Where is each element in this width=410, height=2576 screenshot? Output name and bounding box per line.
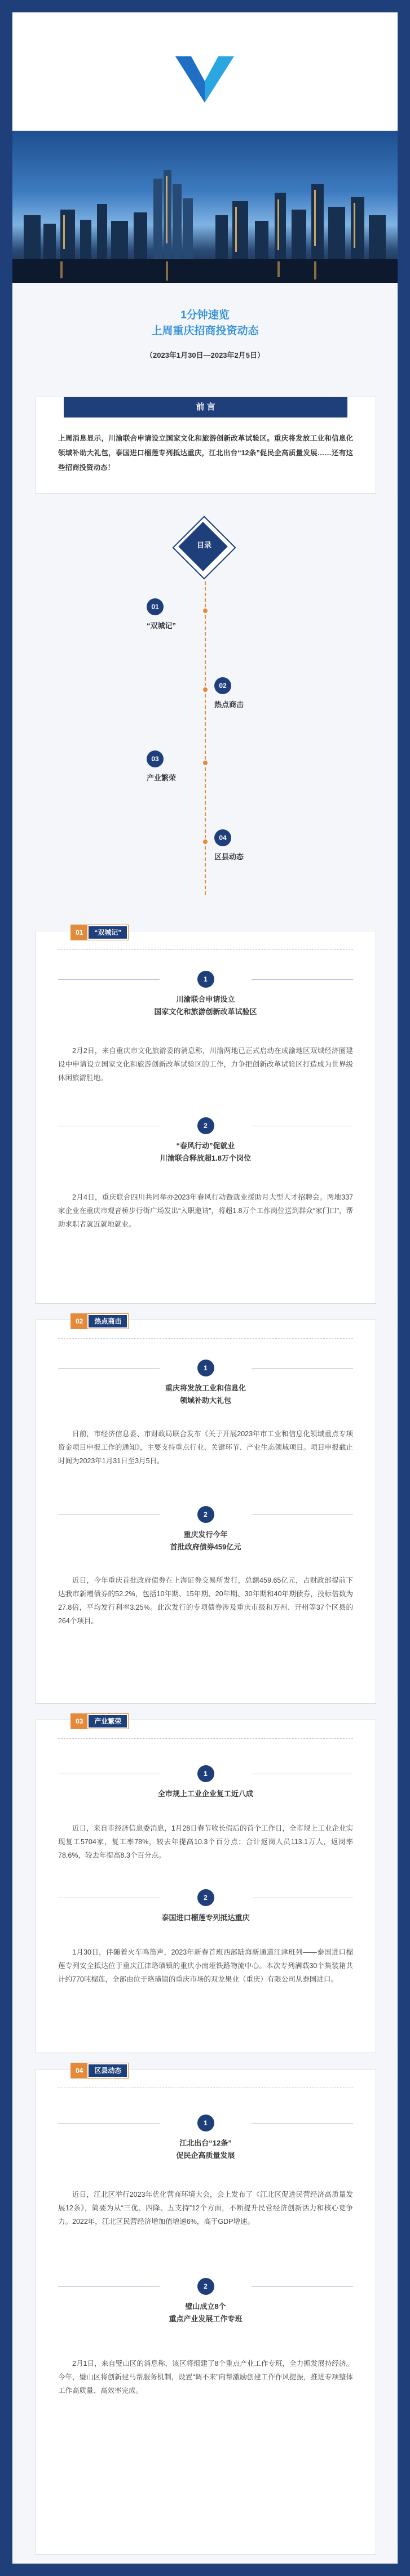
divider: [252, 2123, 353, 2124]
sub-item-header: [36, 2278, 376, 2325]
toc-dot: [203, 687, 208, 692]
sub-item-number: 2: [197, 1506, 214, 1523]
header-logo-area: [12, 12, 398, 131]
divider: [58, 1338, 353, 1339]
section-tag: [70, 2063, 129, 2078]
section-district-news: [35, 2069, 376, 2555]
toc-item-3[interactable]: [147, 750, 176, 783]
toc-item-1[interactable]: [147, 598, 176, 630]
sub-item-header: [36, 1506, 376, 1553]
table-of-contents: [12, 508, 398, 914]
sub-item-title: 泰国进口榴莲专列抵达重庆: [161, 1913, 250, 1922]
section-hot-news: [35, 1317, 376, 1704]
section-tag: [70, 1713, 129, 1729]
sub-item-header: [36, 1117, 376, 1165]
preface-heading: 前 言: [64, 397, 347, 418]
sub-item-title: “春风行动”促就业: [176, 1142, 235, 1150]
section-number: 03: [71, 1714, 87, 1729]
skyline-image: [12, 131, 398, 283]
divider: [252, 1368, 353, 1369]
section-title: “双城记”: [89, 926, 127, 939]
sub-item-body: 日前，市经济信息委、市财政局联合发布《关于开展2023年市工业和信息化领域重点专项资金项目申报工作的通知》，主要支持重点行业、关键环节、产业生态领域项目。项目申报截止时间为2023年1月31日至3月5日。: [58, 1430, 353, 1465]
toc-item-number: 02: [214, 677, 231, 694]
sub-item-body: 2月1日，来自璧山区的消息称，该区将组建了8个重点产业工作专班，全力抓发展持经济。今年，璧山区将创新建马帮服务机制，设置“调不来”向帮激励创建工作作风提振，推进专项整体工作高质量、高效率完成。: [58, 2360, 353, 2395]
section-number: 01: [71, 925, 87, 940]
divider: [58, 2286, 160, 2287]
sub-item-header: [36, 1889, 376, 1924]
sub-item-title: 重庆将发放工业和信息化: [165, 1384, 246, 1392]
toc-dot: [203, 840, 208, 844]
section-industry: [35, 1717, 376, 2053]
page-title-line2: 上周重庆招商投资动态: [151, 325, 259, 337]
toc-item-label: 产业繁荣: [147, 774, 177, 782]
toc-item-number: 01: [147, 598, 164, 615]
toc-item-4[interactable]: [214, 829, 244, 861]
divider: [252, 2286, 353, 2287]
sub-item-title: 江北出台“12条”: [179, 2139, 232, 2147]
sub-item-title: 促民企高质量发展: [176, 2151, 235, 2160]
sub-item-body: 1月30日，伴随着火车鸣笛声，2023年新春首班西部陆海新通道江津班列——泰国进口榴莲专列安全抵达位于重庆江津珞璜镇的重庆小南垭铁路物流中心。本次专列满载30个集装箱共计约770吨榴莲，全部由位于珞璜镇的重庆市场的双龙果业（重庆）有限公司从泰国进口。: [58, 1948, 353, 1983]
sub-item-number: 2: [197, 1117, 214, 1134]
intro-block: [12, 283, 398, 360]
sub-item-body: 2月4日，重庆联合四川共同举办2023年春风行动暨就业援助月大型人才招聘会。两地337家企业在重庆市观音桥步行街广场发出“入职邀请”，将超1.8万个工作岗位送到群众“家门口”，帮助求职者就近就地就业。: [58, 1193, 353, 1228]
sub-item-number: 2: [197, 1889, 214, 1906]
logo-icon: [171, 39, 239, 107]
preface-text: 上周消息显示，川渝联合申请设立国家文化和旅游创新改革试验区。重庆将发放工业和信息化领域补助大礼包，泰国进口榴莲专列抵达重庆，江北出台“12条”促民企高质量发展……还有这些招商投资动态！: [58, 434, 353, 472]
section-tag: [70, 925, 129, 940]
section-number: 04: [71, 2063, 87, 2078]
page-frame: [12, 12, 398, 2564]
toc-timeline: [205, 581, 206, 897]
divider: [58, 1514, 160, 1515]
sub-item-number: 2: [197, 2278, 214, 2295]
section-number: 02: [71, 1314, 87, 1329]
sub-item-title: 全市规上工业企业复工近八成: [157, 1789, 253, 1798]
toc-item-label: “双城记”: [147, 621, 177, 630]
sub-item-header: [36, 2115, 376, 2162]
sub-item-title: 国家文化和旅游创新改革试验区: [154, 1007, 257, 1016]
sub-item-title: 重庆发行今年: [183, 1530, 228, 1539]
sub-item-number: 1: [197, 971, 214, 988]
divider: [58, 1368, 160, 1369]
sub-item-title: 领域补助大礼包: [179, 1396, 231, 1405]
toc-item-label: 区县动态: [214, 852, 244, 861]
toc-item-number: 04: [214, 829, 231, 846]
toc-dot: [203, 761, 208, 765]
section-shuangchengji: [35, 931, 376, 1304]
sub-item-title: 首批政府债券459亿元: [170, 1543, 241, 1551]
date-range: （2023年1月30日—2023年2月5日）: [146, 351, 264, 359]
sub-item-body: 近日，江北区举行2023年优化营商环境大会，会上发布了《江北区促进民营经济高质量发展12条》，简要为从“三优、四降、五支持”12个方面，不断提升民营经济创新活力和核心竞争力。2022年，江北区民营经济增加值增速6%，高于GDP增速。: [58, 2191, 353, 2226]
sub-item-title: 川渝联合申请设立: [176, 995, 235, 1003]
sub-item-header: [36, 1360, 376, 1407]
toc-dot: [203, 609, 208, 613]
section-tag: [70, 1313, 129, 1329]
sub-item-number: 1: [197, 1360, 214, 1376]
sub-item-header: [36, 1765, 376, 1800]
preface-card: [35, 397, 376, 494]
sub-item-body: 2月2日，来自重庆市文化旅游委的消息称，川渝两地已正式启动在成渝地区双城经济圈建设中申请设立国家文化和旅游创新改革试验区的工作，力争把创新改革试验区打造成为世界级休闲旅游胜地。: [58, 1047, 353, 1082]
divider: [58, 979, 160, 980]
sub-item-body: 近日，来自市经济信息委消息，1月28日春节收长假后的首个工作日，全市规上工业企业实现复工5704家，复工率78%，较去年提高10.3个百分点；合计返岗人员113.1万人，返岗率78.6%，较去年提高8.3个百分点。: [58, 1824, 353, 1859]
city-skyline-banner: [12, 131, 398, 283]
divider: [58, 2123, 160, 2124]
toc-item-label: 热点商击: [214, 700, 244, 709]
sub-item-number: 1: [197, 1765, 214, 1782]
sub-item-number: 1: [197, 2115, 214, 2131]
section-title: 热点商击: [89, 1315, 127, 1327]
divider: [58, 1738, 353, 1739]
sub-item-title: 重点产业发展工作专班: [169, 2315, 243, 2323]
page-title-line1: 1分钟速览: [180, 309, 230, 321]
sub-item-body: 近日，今年重庆首批政府债券在上海证券交易所发行，总额459.65亿元，占财政部提前下达我市新增债券的52.2%，包括10年期、15年期、20年期、30年期和40年期债券，投标倍数为27.8倍，平均发行利率3.25%。此次发行的专项债券涉及重庆市级和万州、开州等37个区县的264个项目。: [58, 1576, 353, 1625]
divider: [252, 979, 353, 980]
toc-item-number: 03: [147, 750, 164, 767]
section-title: 产业繁荣: [89, 1715, 127, 1727]
section-title: 区县动态: [89, 2064, 127, 2077]
sub-item-title: 璧山成立8个: [185, 2302, 226, 2311]
toc-item-2[interactable]: [214, 677, 244, 709]
divider: [252, 1514, 353, 1515]
sub-item-title: 川渝联合释放超1.8万个岗位: [160, 1154, 252, 1162]
sub-item-header: [36, 971, 376, 1018]
toc-label: 目录: [196, 541, 211, 549]
divider: [58, 949, 353, 950]
